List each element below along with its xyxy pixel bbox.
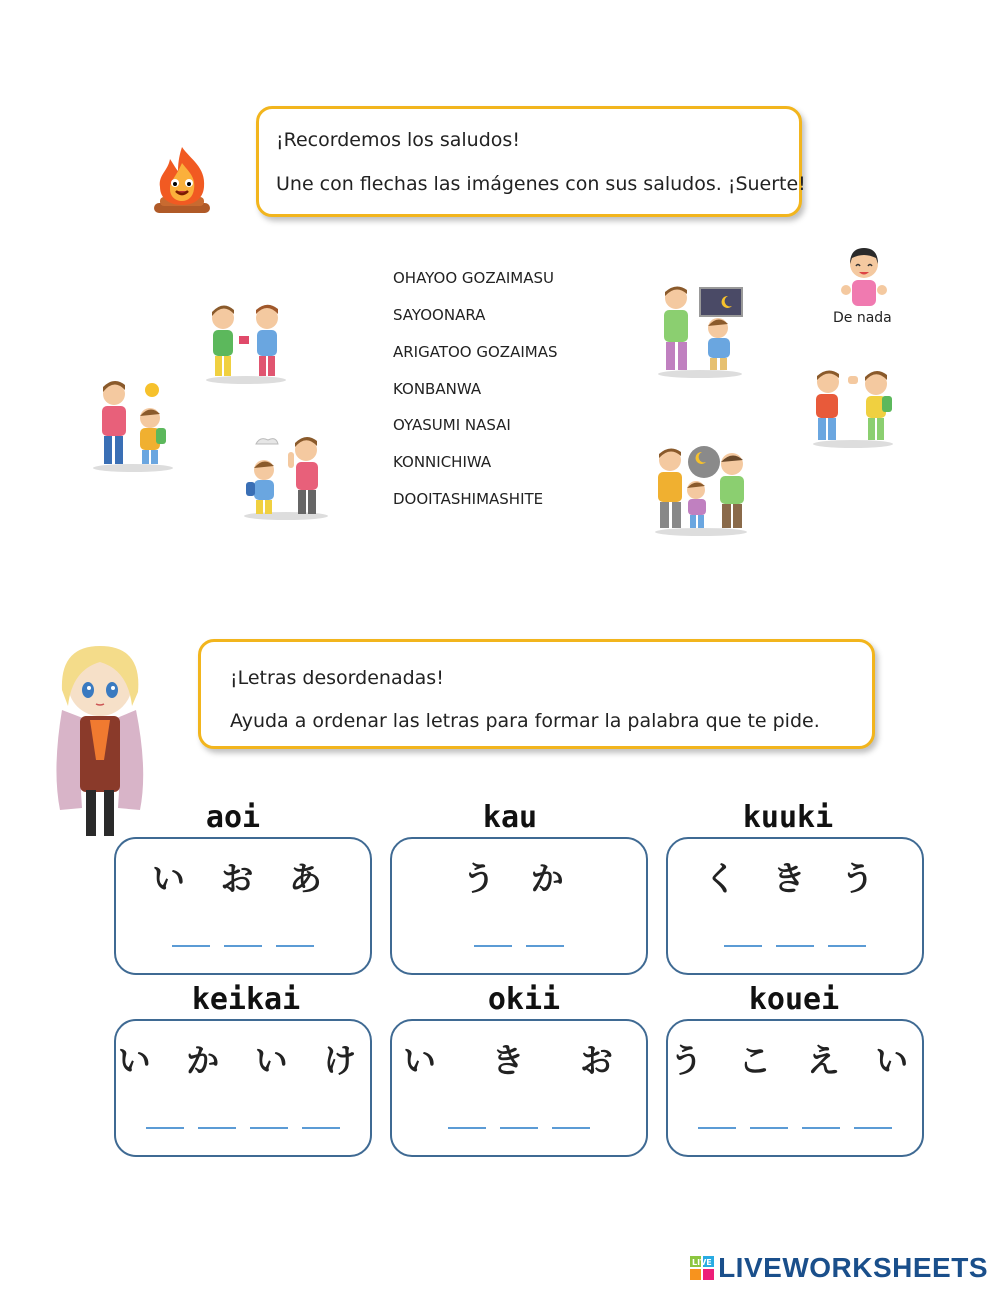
child-bowing-morning-illustration[interactable] <box>90 378 176 472</box>
puzzle-card <box>390 837 648 975</box>
family-night-bow-illustration[interactable] <box>652 444 750 536</box>
puzzle-card <box>390 1019 648 1157</box>
section1-title: ¡Recordemos los saludos! <box>276 129 520 151</box>
fire-mascot-icon <box>150 145 214 219</box>
answer-blank[interactable] <box>552 1127 590 1129</box>
greeting-word[interactable]: OHAYOO GOZAIMASU <box>393 269 555 287</box>
answer-blank[interactable] <box>250 1127 288 1129</box>
answer-blank[interactable] <box>224 945 262 947</box>
answer-blank[interactable] <box>526 945 564 947</box>
scrambled-kana: い お あ <box>152 859 334 898</box>
puzzle-target-word: keikai <box>191 982 301 1017</box>
kids-waving-illustration[interactable] <box>240 434 332 520</box>
section2-instruction: Ayuda a ordenar las letras para formar la palabra que te pide. <box>230 710 820 732</box>
answer-blanks[interactable] <box>116 945 370 947</box>
answer-blanks[interactable] <box>392 1127 646 1129</box>
puzzle-card <box>666 837 924 975</box>
answer-blank[interactable] <box>172 945 210 947</box>
greeting-word[interactable]: KONBANWA <box>393 380 482 398</box>
answer-blank[interactable] <box>828 945 866 947</box>
answer-blank[interactable] <box>474 945 512 947</box>
greeting-word[interactable]: ARIGATOO GOZAIMAS <box>393 343 558 361</box>
puzzle-card <box>114 1019 372 1157</box>
answer-blank[interactable] <box>802 1127 840 1129</box>
scrambled-kana: う か <box>462 859 576 898</box>
puzzle-target-word: kuuki <box>742 800 834 835</box>
liveworksheets-logo[interactable] <box>690 1252 988 1284</box>
greeting-word[interactable]: OYASUMI NASAI <box>393 416 511 434</box>
answer-blanks[interactable] <box>668 945 922 947</box>
scrambled-kana: う こ え い <box>669 1041 921 1080</box>
answer-blanks[interactable] <box>392 945 646 947</box>
kids-high-five-illustration[interactable] <box>810 368 896 448</box>
answer-blank[interactable] <box>776 945 814 947</box>
girl-de-nada-illustration[interactable] <box>836 246 892 310</box>
answer-blank[interactable] <box>146 1127 184 1129</box>
greetings-speech-bubble <box>256 106 806 217</box>
answer-blank[interactable] <box>750 1127 788 1129</box>
brand-name: LIVEWORKSHEETS <box>718 1252 988 1283</box>
answer-blank[interactable] <box>302 1127 340 1129</box>
answer-blank[interactable] <box>698 1127 736 1129</box>
family-evening-window-illustration[interactable] <box>654 284 746 378</box>
puzzle-target-word: okii <box>487 982 561 1017</box>
puzzle-card <box>666 1019 924 1157</box>
greeting-word[interactable]: DOOITASHIMASHITE <box>393 490 544 508</box>
puzzle-target-word: kau <box>482 800 538 835</box>
answer-blanks[interactable] <box>116 1127 370 1129</box>
scrambled-kana: い き お <box>403 1041 635 1080</box>
scrambled-kana: い か い け <box>117 1041 369 1080</box>
puzzle-card <box>114 837 372 975</box>
greeting-word[interactable]: SAYOONARA <box>393 306 486 324</box>
answer-blank[interactable] <box>724 945 762 947</box>
kids-gift-illustration[interactable] <box>203 302 289 384</box>
answer-blank[interactable] <box>854 1127 892 1129</box>
greeting-word[interactable]: KONNICHIWA <box>393 453 492 471</box>
answer-blank[interactable] <box>448 1127 486 1129</box>
scrambled-kana: く き う <box>704 859 886 898</box>
de-nada-label: De nada <box>833 310 892 326</box>
answer-blank[interactable] <box>198 1127 236 1129</box>
answer-blanks[interactable] <box>668 1127 922 1129</box>
answer-blank[interactable] <box>276 945 314 947</box>
section2-title: ¡Letras desordenadas! <box>230 667 444 689</box>
puzzle-target-word: aoi <box>205 800 261 835</box>
scramble-speech-bubble <box>198 639 875 749</box>
section1-instruction: Une con flechas las imágenes con sus saludos. ¡Suerte! <box>276 173 806 195</box>
answer-blank[interactable] <box>500 1127 538 1129</box>
puzzle-target-word: kouei <box>748 982 840 1017</box>
logo-letter: LIVE <box>692 1258 712 1267</box>
liveworksheets-logo-icon <box>690 1256 714 1280</box>
